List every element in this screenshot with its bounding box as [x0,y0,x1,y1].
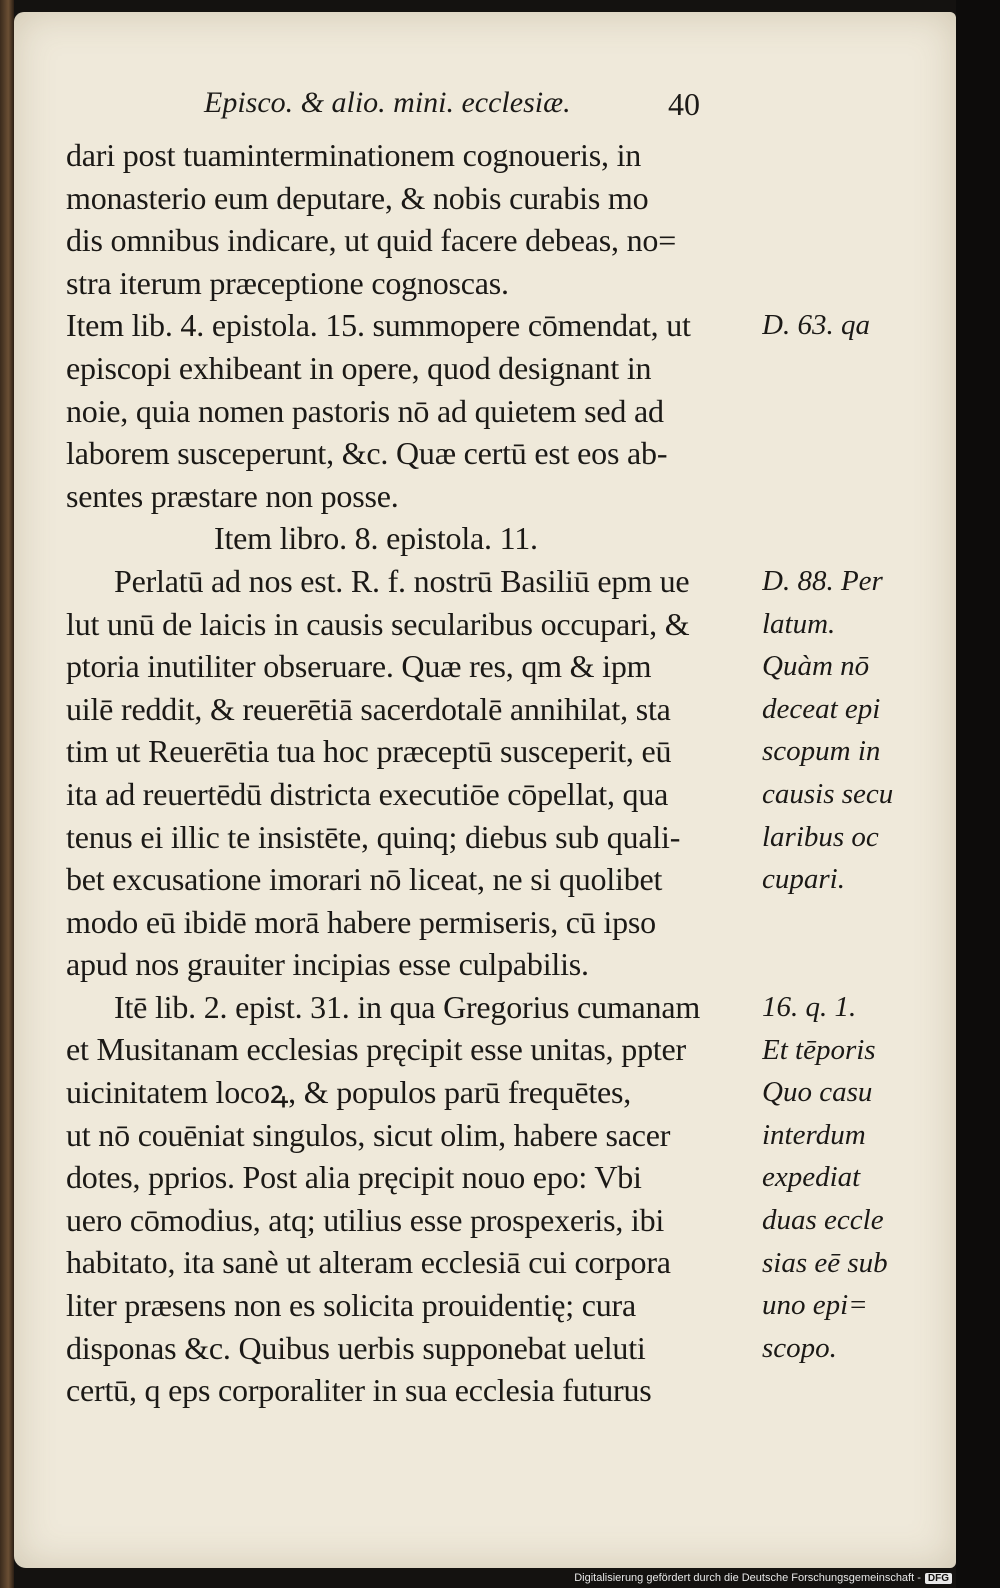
text-line: uilē reddit, & reuerētiā sacerdotalē annihilat, sta [66,690,671,727]
book-spine [0,0,14,1588]
section-heading: Item libro. 8. epistola. 11. [214,520,538,557]
text-line: apud nos grauiter incipias esse culpabilis. [66,946,589,983]
running-title: Episco. & alio. mini. ecclesiæ. [204,86,571,119]
text-line: Item lib. 4. epistola. 15. summopere cōmendat, ut [66,307,691,344]
text-line: monasterio eum deputare, & nobis curabis mo [66,179,649,216]
text-line: episcopi exhibeant in opere, quod designant in [66,349,652,386]
margin-line: duas eccle [762,1203,884,1236]
text-line: Perlatū ad nos est. R. f. nostrū Basiliū epm ue [114,562,690,599]
margin-line: deceat epi [762,692,881,725]
credit-text: Digitalisierung gefördert durch die Deutsche Forschungsgemeinschaft - [574,1572,921,1584]
margin-line: sias eē sub [762,1246,888,1279]
margin-line: laribus oc [762,820,879,853]
main-text-block [66,134,756,1412]
margin-line: uno epi= [762,1289,868,1322]
text-line: tenus ei illic te insistēte, quinq; diebus sub quali- [66,818,681,855]
text-line: uicinitatem locoꝝ, & populos parū frequētes, [66,1074,632,1111]
text-line: ita ad reuertēdū districta executiōe cōpellat, qua [66,775,669,812]
text-line: bet excusatione imorari nō liceat, ne si quolibet [66,861,663,898]
marginal-note-1 [762,304,942,347]
text-line: noie, quia nomen pastoris nō ad quietem sed ad [66,392,664,429]
margin-line: causis secu [762,777,894,810]
text-line: modo eū ibidē morā habere permiseris, cū ipso [66,903,656,940]
text-line: uero cōmodius, atq; utilius esse prospexeris, ibi [66,1201,665,1238]
text-line: certū, q eps corporaliter in sua ecclesia futurus [66,1372,652,1409]
dfg-logo: DFG [925,1573,952,1584]
page-number: 40 [668,86,700,122]
text-line: laborem susceperunt, &c. Quæ certū est eos ab- [66,435,668,472]
margin-line: latum. [762,607,836,640]
digitization-credit [574,1572,952,1584]
text-line: lut unū de laicis in causis secularibus occupari, & [66,605,690,642]
text-line: ut nō couēniat singulos, sicut olim, habere sacer [66,1116,671,1153]
marginal-note-3 [762,986,942,1369]
text-line: ptoria inutiliter obseruare. Quæ res, qm & ipm [66,648,652,685]
margin-line: D. 63. qa [762,309,870,341]
margin-line: D. 88. Per [762,565,883,597]
text-line: stra iterum præceptione cognoscas. [66,264,509,301]
text-line: dari post tuaminterminationem cognoueris, in [66,137,642,173]
margin-line: Quàm nō [762,650,870,683]
text-line: et Musitanam ecclesias pręcipit esse unitas, ppter [66,1031,687,1068]
marginal-note-2 [762,560,942,901]
text-line: habitato, ita sanè ut alteram ecclesiā cui corpora [66,1244,671,1281]
text-line: liter præsens non es solicita prouidentię; cura [66,1287,637,1324]
margin-line: expediat [762,1161,861,1194]
text-line: disponas &c. Quibus uerbis supponebat ueluti [66,1329,646,1366]
text-line: dis omnibus indicare, ut quid facere debeas, no= [66,222,677,259]
margin-line: interdum [762,1118,866,1151]
text-line: dotes, pprios. Post alia pręcipit nouo epo: Vbi [66,1159,642,1196]
text-line: tim ut Reuerētia tua hoc præceptū susceperit, eū [66,733,672,770]
margin-line: cupari. [762,863,845,896]
margin-line: scopum in [762,735,881,768]
margin-line: 16. q. 1. [762,991,857,1023]
text-line: Itē lib. 2. epist. 31. in qua Gregorius cumanam [114,988,701,1025]
background-edge [956,0,1000,1588]
margin-line: Quo casu [762,1076,873,1109]
margin-line: scopo. [762,1331,837,1364]
text-line: sentes præstare non posse. [66,477,399,514]
margin-line: Et tēporis [762,1033,876,1066]
